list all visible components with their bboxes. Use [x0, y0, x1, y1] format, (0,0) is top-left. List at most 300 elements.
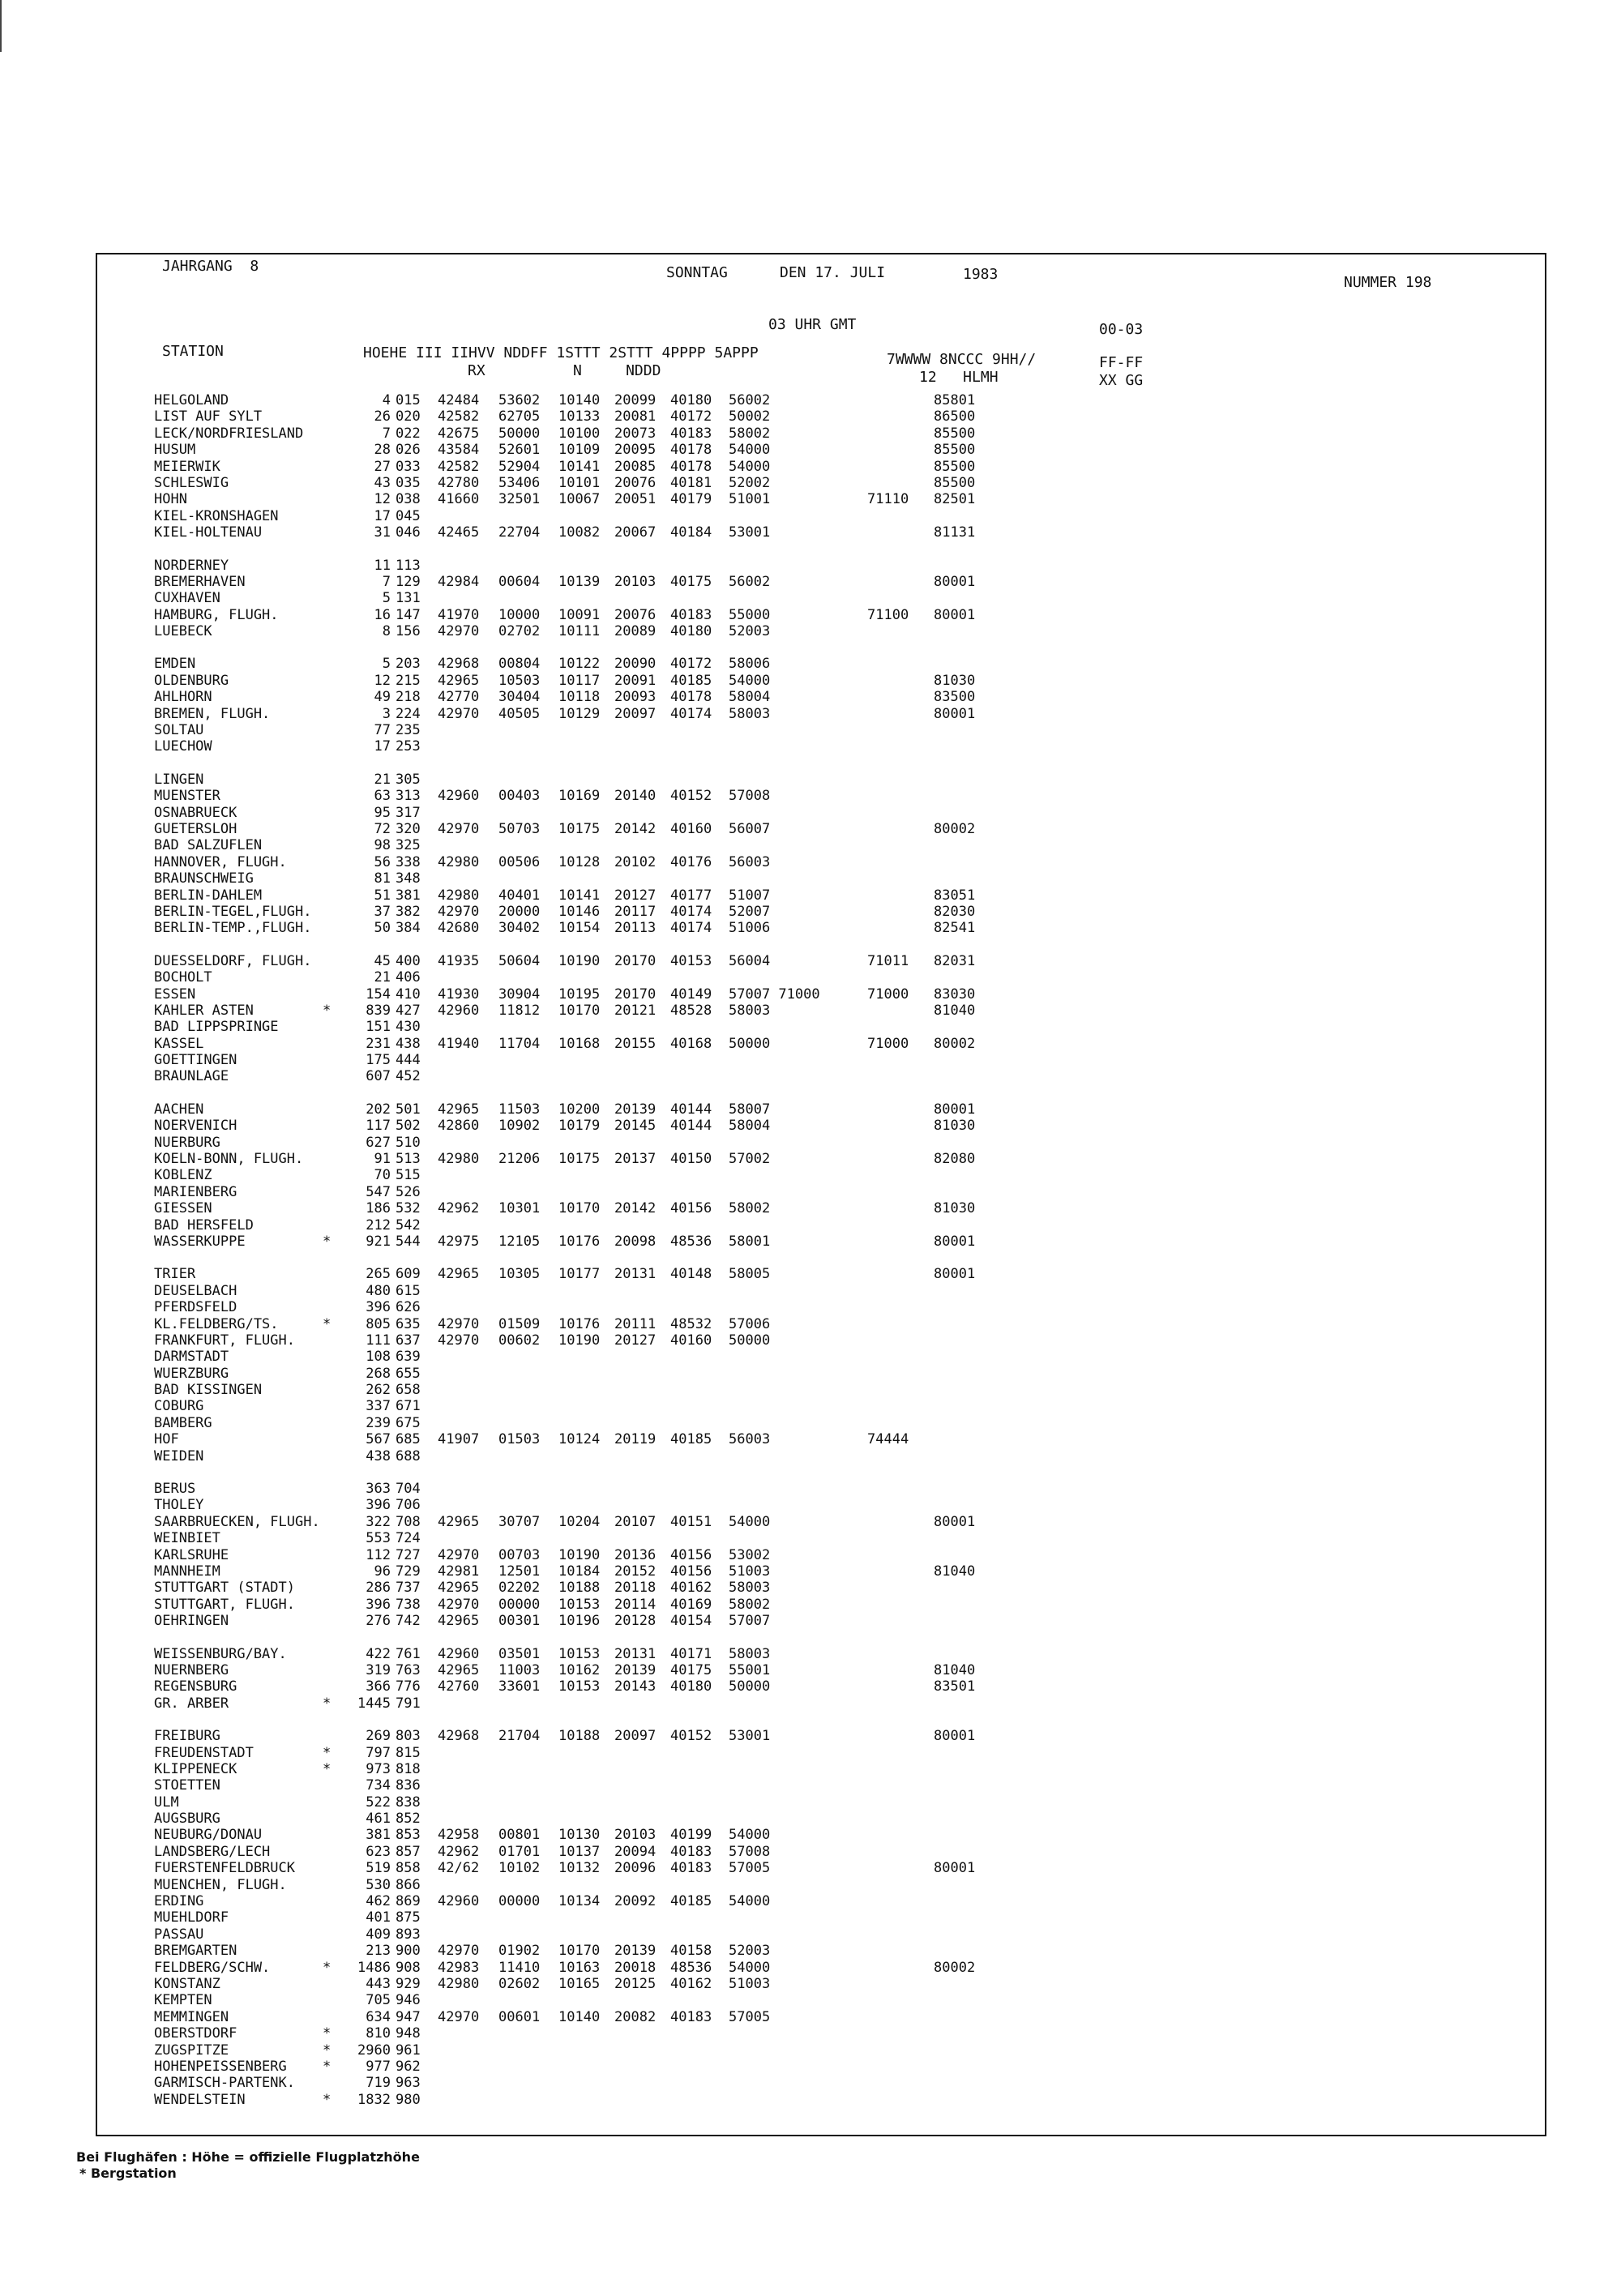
code-group: 42980	[438, 1151, 480, 1168]
station-name: OSNABRUECK	[154, 804, 237, 821]
code-group: 10117	[558, 672, 601, 689]
code-group: 20051	[614, 491, 657, 508]
station-height: 627	[366, 1134, 391, 1151]
footnote-mountain: * Bergstation	[79, 2166, 177, 2181]
station-height: 81	[374, 870, 391, 887]
code-group: 10102	[498, 1860, 541, 1877]
station-index: 729	[396, 1563, 421, 1580]
station-index: 501	[396, 1101, 421, 1118]
station-name: KOBLENZ	[154, 1167, 212, 1184]
station-name: TRIER	[154, 1266, 196, 1283]
station-index: 515	[396, 1167, 421, 1184]
station-height: 553	[366, 1530, 391, 1547]
code-group: 40160	[670, 820, 712, 837]
station-index: 038	[396, 491, 421, 508]
code-group: 40180	[670, 623, 712, 640]
jahrgang-label: JAHRGANG 8	[162, 258, 259, 275]
code-group: 40183	[670, 425, 712, 442]
table-row	[154, 1283, 1418, 1299]
table-row	[154, 1827, 1418, 1843]
table-row	[154, 673, 1418, 689]
station-group	[154, 558, 1418, 640]
station-index: 203	[396, 656, 421, 673]
station-index: 818	[396, 1760, 421, 1777]
station-index: 510	[396, 1134, 421, 1151]
station-height: 396	[366, 1596, 391, 1613]
station-name: STUTTGART, FLUGH.	[154, 1596, 295, 1613]
station-index: 671	[396, 1398, 421, 1415]
station-name: WASSERKUPPE	[154, 1233, 246, 1250]
station-name: BREMGARTEN	[154, 1943, 237, 1960]
code-group: 20125	[614, 1975, 657, 1992]
table-row	[154, 656, 1418, 672]
code-group: 40154	[670, 1613, 712, 1630]
table-row	[154, 1678, 1418, 1695]
station-height: 797	[366, 1744, 391, 1761]
table-row	[154, 722, 1418, 738]
table-row	[154, 920, 1418, 936]
code-group: 80002	[934, 1035, 976, 1052]
code-group: 40180	[670, 1678, 712, 1695]
station-name: ERDING	[154, 1893, 204, 1910]
code-group: 42980	[438, 887, 480, 904]
table-row	[154, 904, 1418, 920]
mountain-marker: *	[323, 2025, 331, 2042]
table-row	[154, 953, 1418, 969]
table-row	[154, 1893, 1418, 1909]
code-group: 40176	[670, 853, 712, 870]
code-group: 42780	[438, 474, 480, 491]
code-group: 51006	[729, 920, 771, 937]
station-name: LUEBECK	[154, 623, 212, 640]
code-group: 10175	[558, 1151, 601, 1168]
code-group: 40178	[670, 689, 712, 706]
code-group: 40401	[498, 887, 541, 904]
station-index: 224	[396, 705, 421, 722]
station-index: 727	[396, 1546, 421, 1563]
code-group: 42582	[438, 408, 480, 425]
table-row	[154, 1877, 1418, 1893]
code-group: 52601	[498, 442, 541, 459]
station-name: DARMSTADT	[154, 1349, 229, 1366]
station-height: 96	[374, 1563, 391, 1580]
code-group: 02602	[498, 1975, 541, 1992]
code-group: 10153	[558, 1678, 601, 1695]
table-row	[154, 821, 1418, 837]
code-group: 40174	[670, 903, 712, 920]
station-height: 8	[382, 623, 391, 640]
station-height: 973	[366, 1760, 391, 1777]
station-index: 658	[396, 1382, 421, 1399]
table-row	[154, 1497, 1418, 1513]
code-group: 42960	[438, 788, 480, 805]
table-row	[154, 1943, 1418, 1959]
station-name: NORDERNEY	[154, 557, 229, 574]
station-height: 31	[374, 524, 391, 541]
code-group: 42968	[438, 656, 480, 673]
table-row	[154, 1613, 1418, 1629]
station-height: 3	[382, 705, 391, 722]
station-index: 866	[396, 1876, 421, 1893]
code-group: 10188	[558, 1728, 601, 1745]
code-group: 10165	[558, 1975, 601, 1992]
station-index: 215	[396, 672, 421, 689]
code-group: 48532	[670, 1315, 712, 1332]
table-row	[154, 1101, 1418, 1118]
station-name: GUETERSLOH	[154, 820, 237, 837]
station-height: 112	[366, 1546, 391, 1563]
station-height: 443	[366, 1975, 391, 1992]
code-group: 20094	[614, 1843, 657, 1860]
station-index: 046	[396, 524, 421, 541]
code-group: 74444	[867, 1431, 909, 1448]
station-index: 253	[396, 738, 421, 755]
code-group: 40156	[670, 1563, 712, 1580]
code-group: 81030	[934, 1118, 976, 1135]
code-group: 40152	[670, 1728, 712, 1745]
table-row	[154, 1135, 1418, 1151]
station-height: 462	[366, 1893, 391, 1910]
station-height: 2960	[357, 2042, 391, 2059]
station-name: LIST AUF SYLT	[154, 408, 263, 425]
code-group: 42965	[438, 1661, 480, 1678]
table-row	[154, 986, 1418, 1003]
code-group: 81040	[934, 1661, 976, 1678]
station-height: 63	[374, 788, 391, 805]
code-group: 54000	[729, 672, 771, 689]
station-name: KARLSRUHE	[154, 1546, 229, 1563]
station-name: BERLIN-TEMP.,FLUGH.	[154, 920, 312, 937]
table-row	[154, 2075, 1418, 2091]
code-group: 20152	[614, 1563, 657, 1580]
station-index: 235	[396, 722, 421, 739]
station-height: 438	[366, 1447, 391, 1464]
station-index: 948	[396, 2025, 421, 2042]
code-group: 10129	[558, 705, 601, 722]
station-index: 688	[396, 1447, 421, 1464]
code-group: 10176	[558, 1233, 601, 1250]
code-group: 20085	[614, 458, 657, 475]
code-group: 40505	[498, 705, 541, 722]
table-row	[154, 590, 1418, 606]
code-group: 10100	[558, 425, 601, 442]
code-group: 53002	[729, 1546, 771, 1563]
station-name: ESSEN	[154, 986, 196, 1003]
station-name: BERLIN-DAHLEM	[154, 887, 263, 904]
station-name: BERUS	[154, 1481, 196, 1498]
code-group: 01503	[498, 1431, 541, 1448]
code-group: 10140	[558, 2008, 601, 2025]
station-index: 724	[396, 1530, 421, 1547]
code-group: 20128	[614, 1613, 657, 1630]
table-row	[154, 1728, 1418, 1744]
code-group: 10146	[558, 903, 601, 920]
station-height: 1832	[357, 2091, 391, 2108]
code-group: 21704	[498, 1728, 541, 1745]
code-group: 02202	[498, 1580, 541, 1597]
code-group: 10301	[498, 1200, 541, 1217]
code-group: 42465	[438, 524, 480, 541]
station-index: 015	[396, 392, 421, 408]
station-height: 56	[374, 853, 391, 870]
code-group: 20082	[614, 2008, 657, 2025]
code-group: 80001	[934, 1513, 976, 1530]
code-group: 20121	[614, 1002, 657, 1019]
table-row	[154, 475, 1418, 491]
station-name: WENDELSTEIN	[154, 2091, 246, 2108]
code-group: 58007	[729, 1101, 771, 1118]
code-group: 58004	[729, 1118, 771, 1135]
station-index: 893	[396, 1926, 421, 1943]
code-group: 80001	[934, 606, 976, 623]
code-group: 10902	[498, 1118, 541, 1135]
station-index: 382	[396, 903, 421, 920]
station-height: 154	[366, 986, 391, 1003]
code-group: 42970	[438, 1943, 480, 1960]
table-row	[154, 2025, 1418, 2042]
code-group: 57005	[729, 2008, 771, 2025]
station-height: 734	[366, 1777, 391, 1794]
mountain-marker: *	[323, 2042, 331, 2059]
code-group: 42983	[438, 1959, 480, 1976]
code-group: 57007	[729, 1613, 771, 1630]
station-height: 623	[366, 1843, 391, 1860]
station-height: 607	[366, 1068, 391, 1085]
code-group: 40150	[670, 1151, 712, 1168]
code-group: 71110	[867, 491, 909, 508]
code-group: 53602	[498, 392, 541, 408]
code-group: 20142	[614, 1200, 657, 1217]
code-group: 82501	[934, 491, 976, 508]
station-height: 396	[366, 1497, 391, 1514]
code-group: 80001	[934, 1860, 976, 1877]
station-name: LECK/NORDFRIESLAND	[154, 425, 304, 442]
column-header-line1: HOEHE III IIHVV NDDFF 1STTT 2STTT 4PPPP 5APPP	[363, 344, 759, 361]
code-group: 56002	[729, 392, 771, 408]
code-group: 00604	[498, 573, 541, 590]
station-name: NUERBURG	[154, 1134, 220, 1151]
table-row	[154, 1151, 1418, 1167]
code-group: 10091	[558, 606, 601, 623]
station-height: 268	[366, 1365, 391, 1382]
code-group: 41907	[438, 1431, 480, 1448]
code-group: 71000	[867, 986, 909, 1003]
code-group: 42675	[438, 425, 480, 442]
station-height: 12	[374, 491, 391, 508]
code-group: 56002	[729, 573, 771, 590]
code-group: 42680	[438, 920, 480, 937]
station-name: KIEL-KRONSHAGEN	[154, 507, 279, 524]
code-group: 10124	[558, 1431, 601, 1448]
station-index: 615	[396, 1282, 421, 1299]
code-group: 33601	[498, 1678, 541, 1695]
code-group: 00804	[498, 656, 541, 673]
table-row	[154, 1926, 1418, 1943]
station-height: 567	[366, 1431, 391, 1448]
code-group: 58004	[729, 689, 771, 706]
code-group: 40175	[670, 573, 712, 590]
code-group: 20139	[614, 1661, 657, 1678]
station-name: GIESSEN	[154, 1200, 212, 1217]
code-group: 40185	[670, 1431, 712, 1448]
station-index: 156	[396, 623, 421, 640]
station-height: 16	[374, 606, 391, 623]
station-name: SAARBRUECKEN, FLUGH.	[154, 1513, 320, 1530]
code-group: 42960	[438, 1645, 480, 1662]
table-row	[154, 706, 1418, 722]
code-group: 10176	[558, 1315, 601, 1332]
station-height: 91	[374, 1151, 391, 1168]
code-group: 10000	[498, 606, 541, 623]
station-height: 12	[374, 672, 391, 689]
station-name: SCHLESWIG	[154, 474, 229, 491]
station-index: 526	[396, 1183, 421, 1200]
station-height: 719	[366, 2075, 391, 2092]
code-group: 12105	[498, 1233, 541, 1250]
code-group: 10170	[558, 1200, 601, 1217]
station-name: OBERSTDORF	[154, 2025, 237, 2042]
table-row	[154, 508, 1418, 524]
station-group	[154, 772, 1418, 937]
margin-mark	[0, 0, 11, 52]
station-name: KL.FELDBERG/TS.	[154, 1315, 279, 1332]
station-index: 838	[396, 1794, 421, 1811]
table-row	[154, 772, 1418, 788]
table-row	[154, 623, 1418, 639]
code-group: 10196	[558, 1613, 601, 1630]
station-index: 635	[396, 1315, 421, 1332]
station-height: 269	[366, 1728, 391, 1745]
code-group: 50000	[729, 1332, 771, 1349]
station-height: 17	[374, 738, 391, 755]
table-row	[154, 459, 1418, 475]
code-group: 40156	[670, 1546, 712, 1563]
table-row	[154, 1366, 1418, 1382]
station-index: 022	[396, 425, 421, 442]
code-group: 53406	[498, 474, 541, 491]
station-index: 147	[396, 606, 421, 623]
code-group: 10128	[558, 853, 601, 870]
table-row	[154, 1597, 1418, 1613]
code-group: 20107	[614, 1513, 657, 1530]
code-group: 11812	[498, 1002, 541, 1019]
code-group: 10195	[558, 986, 601, 1003]
station-name: FREUDENSTADT	[154, 1744, 254, 1761]
station-height: 977	[366, 2058, 391, 2075]
table-row	[154, 1415, 1418, 1431]
station-height: 28	[374, 442, 391, 459]
code-group: 20081	[614, 408, 657, 425]
code-group: 81131	[934, 524, 976, 541]
station-name: FREIBURG	[154, 1728, 220, 1745]
code-group: 10190	[558, 1332, 601, 1349]
station-name: BERLIN-TEGEL,FLUGH.	[154, 903, 312, 920]
table-row	[154, 558, 1418, 574]
code-group: 58002	[729, 1200, 771, 1217]
code-group: 42960	[438, 1002, 480, 1019]
code-group: 00601	[498, 2008, 541, 2025]
station-index: 947	[396, 2008, 421, 2025]
station-index: 035	[396, 474, 421, 491]
code-group: 82030	[934, 903, 976, 920]
station-index: 852	[396, 1811, 421, 1828]
code-group: 10305	[498, 1266, 541, 1283]
mountain-marker: *	[323, 1695, 331, 1712]
table-row	[154, 1580, 1418, 1596]
code-group: 83030	[934, 986, 976, 1003]
station-height: 202	[366, 1101, 391, 1118]
code-group: 40178	[670, 442, 712, 459]
code-group: 42970	[438, 1332, 480, 1349]
code-group: 10132	[558, 1860, 601, 1877]
code-group: 51007	[729, 887, 771, 904]
code-group: 20103	[614, 1827, 657, 1844]
code-group: 12501	[498, 1563, 541, 1580]
station-index: 218	[396, 689, 421, 706]
station-index: 655	[396, 1365, 421, 1382]
station-height: 21	[374, 771, 391, 788]
station-height: 519	[366, 1860, 391, 1877]
station-height: 839	[366, 1002, 391, 1019]
station-name: KONSTANZ	[154, 1975, 220, 1992]
station-index: 502	[396, 1118, 421, 1135]
code-group: 30404	[498, 689, 541, 706]
code-group: 20170	[614, 952, 657, 969]
table-row	[154, 408, 1418, 425]
station-index: 858	[396, 1860, 421, 1877]
code-group: 40174	[670, 920, 712, 937]
station-name: AACHEN	[154, 1101, 204, 1118]
station-index: 020	[396, 408, 421, 425]
code-group: 80002	[934, 1959, 976, 1976]
station-height: 175	[366, 1052, 391, 1069]
code-group: 10154	[558, 920, 601, 937]
code-group: 42970	[438, 1596, 480, 1613]
code-group: 10170	[558, 1002, 601, 1019]
station-index: 742	[396, 1613, 421, 1630]
code-group: 20127	[614, 887, 657, 904]
code-group: 56003	[729, 853, 771, 870]
table-row	[154, 491, 1418, 507]
code-group: 10163	[558, 1959, 601, 1976]
code-group: 42965	[438, 1513, 480, 1530]
station-name: MANNHEIM	[154, 1563, 220, 1580]
station-index: 427	[396, 1002, 421, 1019]
station-index: 113	[396, 557, 421, 574]
code-group: 54000	[729, 458, 771, 475]
code-group: 82541	[934, 920, 976, 937]
code-group: 48528	[670, 1002, 712, 1019]
station-group	[154, 656, 1418, 755]
station-name: KASSEL	[154, 1035, 204, 1052]
code-group: 10188	[558, 1580, 601, 1597]
group7-subheader: 12 HLMH	[919, 369, 999, 386]
code-group: 20137	[614, 1151, 657, 1168]
station-height: 117	[366, 1118, 391, 1135]
station-height: 265	[366, 1266, 391, 1283]
code-group: 40153	[670, 952, 712, 969]
code-group: 40181	[670, 474, 712, 491]
code-group: 58003	[729, 705, 771, 722]
table-row	[154, 1316, 1418, 1332]
code-group: 42860	[438, 1118, 480, 1135]
station-index: 406	[396, 969, 421, 986]
station-index: 929	[396, 1975, 421, 1992]
code-group: 58003	[729, 1645, 771, 1662]
table-row	[154, 870, 1418, 887]
station-height: 49	[374, 689, 391, 706]
code-group: 20096	[614, 1860, 657, 1877]
